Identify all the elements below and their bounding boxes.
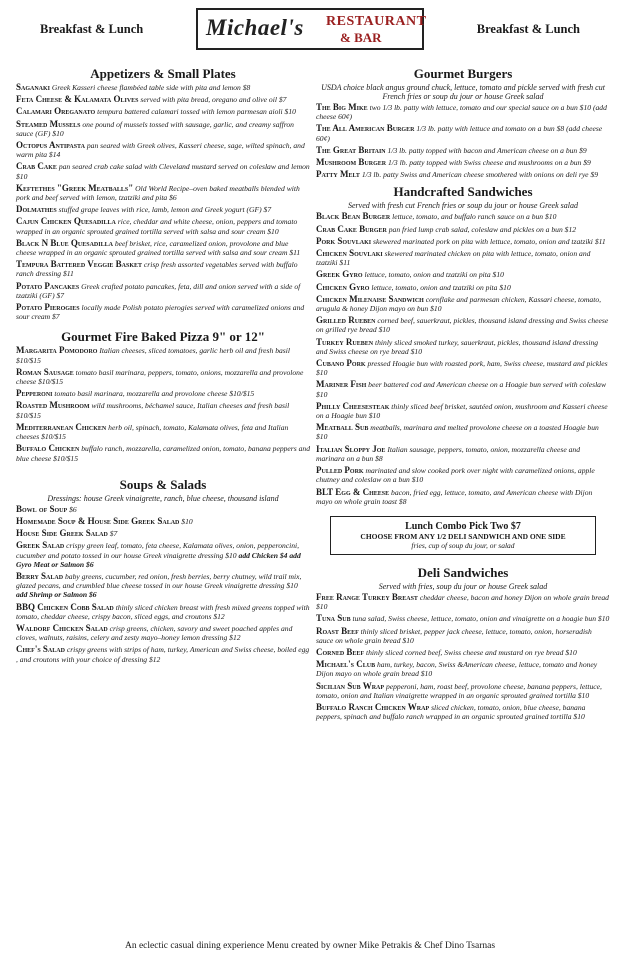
menu-item-name: Grilled Rueben [316,315,376,326]
menu-item-description: Italian cheeses, sliced tomatoes, garlic herb oil and fresh basil $10/$15 [16,346,290,365]
menu-item [316,627,610,645]
menu-item-name: Turkey Rueben [316,336,374,347]
menu-item-description: crispy greens with strips of ham, turkey, American and Swiss cheese, boiled egg , and croutons with your choice of dressing $12 [16,645,310,664]
menu-item-name: Greek Salad [16,540,65,551]
menu-item-description: $10 [181,516,193,526]
menu-item-description: beer battered cod and American cheese on a Hoagie bun served with coleslaw $10 [316,380,607,399]
menu-item-description: beef brisket, rice, caramelized onion, provolone and blue cheese wrapped in an organic sprouted grained tortilla served with salsa and sour cream $11 [16,238,301,258]
section-subtitle: Served with fries, soup du jour or house Greek salad [378,581,548,591]
menu-item-description: crisp fresh assorted vegetables served with buffalo ranch dressing $11 [16,260,298,279]
menu-item-name: The Big Mike [316,102,368,112]
logo-restaurant: RESTAURANT [326,14,427,29]
menu-item [316,270,610,279]
menu-item-name: Cajun Chicken Quesadilla [16,216,116,227]
menu-item-name: Dolmathes [16,204,57,215]
lunch-combo-box [330,516,596,555]
menu-item-name: Pulled Pork [316,465,364,476]
menu-item [316,249,610,267]
menu-item-description: tempura battered calamari tossed with lemon parmesan aioli $10 [97,107,296,117]
menu-item-description: stuffed grape leaves with rice, lamb, lemon and Greek yogurt (GF) $7 [58,205,272,215]
menu-item-name: Potato Pancakes [16,280,80,291]
menu-item-description: two 1/3 lb. patty with lettuce, tomato and our special sauce on a bun $10 (add cheese 60¢) [316,103,607,122]
combo-title: Lunch Combo Pick Two $7 [405,520,521,532]
menu-item [16,141,310,159]
menu-item [16,107,310,116]
menu-item [316,316,610,334]
menu-item-name: Greek Gyro [316,269,363,280]
menu-item [316,445,610,463]
menu-item-description: 1/3 lb. patty with lettuce and tomato on a bun $8 (add cheese 60¢) [316,124,603,143]
menu-item [316,237,610,246]
logo-bar: & BAR [340,30,382,45]
menu-item-name: Roasted Mushroom [16,400,90,411]
menu-item-name: Philly Cheesesteak [316,400,390,411]
menu-item-description: served with pita bread, oregano and olive oil $7 [140,95,287,105]
section-title: Appetizers & Small Plates [90,66,236,81]
appetizers-section [16,66,310,321]
restaurant-logo [196,8,427,50]
menu-item-description: crisp greens, chicken, savory and sweet poached apples and cloves, walnuts, raisins, celery and zesty mayo–honey lemon dressing $12 [16,623,293,643]
menu-item [16,572,310,600]
menu-item-description: thinly sliced beef brisket, sautéed onion, mushroom and Kasseri cheese on a Hoagie bun $10 [316,401,608,421]
menu-item [316,359,610,377]
menu-item-addon: add Chicken $4 add Gyro Meat or Salmon $6 [16,550,301,569]
menu-item-description: pan seared crab cake salad with Cleveland mustard served on coleslaw and lemon $10 [16,162,310,181]
menu-item-name: Pepperoni [16,388,53,399]
menu-item-description: tuna salad, Swiss cheese, lettuce, tomato, onion and vinaigrette on a hoagie bun $10 [352,614,610,624]
menu-item-description: bacon, fried egg, lettuce, tomato, and American cheese with Dijon mayo on whole grain toast $8 [316,487,593,506]
menu-item [316,593,610,611]
menu-item-description: thinly sliced chicken breast with fresh mixed greens topped with tomato, cheddar cheese, crispy bacon, sliced eggs, and croutons $12 [16,602,310,621]
section-title: Soups & Salads [119,476,207,492]
section-title: Deli Sandwiches [417,564,509,580]
menu-item-description: rice, cheddar and white cheese, onion, peppers and tomato wrapped in an organic sprouted grained tortilla served with salsa and sour cream $10 [16,217,298,236]
combo-sub: fries, cup of soup du jour, or salad [411,540,515,550]
menu-item [16,83,310,92]
menu-item-name: Chicken Souvlaki [316,248,383,259]
menu-item [316,466,610,484]
menu-item-description: marinated and slow cooked pork over night with caramelized onions, apple chutney and coleslaw on a bun $10 [316,466,595,485]
menu-item [316,283,610,292]
pizza-section [16,329,310,462]
menu-list [316,593,610,721]
menu-item [316,212,610,221]
menu-item-name: The Great Britain [316,144,386,155]
menu-item [16,184,310,202]
menu-item [316,703,610,721]
menu-item-description: meatballs, marinara and melted provolone cheese on a toasted Hoagie bun $10 [316,423,599,442]
menu-item-description: pressed Hoagie bun with roasted pork, ham, Swiss cheese, mustard and pickles $10 [316,359,608,378]
menu-item-name: BLT Egg & Cheese [316,486,390,497]
menu-item [316,158,610,167]
menu-item-name: Homemade Soup & House Side Greek Salad [16,515,180,526]
menu-item-name: Tempura Battered Veggie Basket [16,259,142,270]
menu-item-description: thinly sliced corned beef, Swiss cheese and mustard on rye bread $10 [366,647,577,657]
section-title: Handcrafted Sandwiches [393,184,533,200]
burgers-section [316,66,610,179]
header-right-label: Breakfast & Lunch [476,22,580,36]
menu-item [316,225,610,234]
menu-item [16,205,310,214]
menu-item [316,124,610,142]
menu-item [16,120,310,138]
menu-item-name: Patty Melt [316,169,360,180]
menu-item [316,488,610,506]
menu-item-description: lettuce, tomato, and buffalo ranch sauce on a bun $10 [392,212,557,222]
menu-item-description: buffalo ranch, mozzarella, caramelized onion, tomato, banana peppers and blue cheese $10/$15 [16,444,311,463]
menu-item [16,603,310,621]
menu-item [16,282,310,300]
soups-section [16,477,310,664]
menu-item [16,368,310,386]
menu-item-name: Corned Beef [316,646,365,657]
menu-item [16,401,310,419]
menu-item [16,239,310,257]
menu-item-name: Bowl of Soup [16,503,68,514]
menu-item-description: skewered marinated chicken on pita with lettuce, tomato, onion and tzatziki $11 [316,249,591,268]
menu-item-description: 1/3 lb. patty Swiss and American cheese smothered with onions on deli rye $9 [361,170,599,180]
menu-list [316,103,610,179]
menu-item-name: Calamari Oreganato [16,106,96,117]
sandwiches-section [316,184,610,505]
section-title: Gourmet Fire Baked Pizza 9" or 12" [61,329,265,345]
menu-item-description: locally made Polish potato pierogies served with caramelized onions and sour cream $7 [16,303,305,322]
menu-item-description: sliced chicken, tomato, onion, blue cheese, banana peppers, spinach and buffalo ranch wrapped in an organic sprouted grained tortilla $10 [316,702,586,722]
menu-item-name: Sicilian Sub Wrap [316,680,385,691]
menu-item-description: corned beef, sauerkraut, pickles, thousand island dressing and Swiss cheese on grilled rye bread $10 [316,316,609,335]
menu-item [16,260,310,278]
menu-item-description: lettuce, tomato, onion and tzatziki on pita $10 [364,270,504,280]
menu-item-name: Keftethes "Greek Meatballs" [16,182,134,193]
menu-item-description: Italian sausage, peppers, tomato, onion, mozzarella cheese and marinara on a bun $8 [316,444,581,463]
menu-item-name: Michael's Club [316,659,376,670]
menu-item-name: Crab Cake Burger [316,223,387,234]
menu-item-description: pepperoni, ham, roast beef, provolone cheese, banana peppers, lettuce, tomato, onion and Italian vinaigrette wrapped in an organic sprouted grained tortilla $10 [316,681,602,700]
menu-item-name: Roast Beef [316,625,359,636]
menu-item-name: The All American Burger [316,123,415,134]
menu-item [16,95,310,104]
menu-item [16,217,310,235]
menu-item-name: Black Bean Burger [316,211,391,222]
menu-item-description: lettuce, tomato, onion and tzatziki on pita $10 [371,282,511,292]
menu-item-name: BBQ Chicken Cobb Salad [16,601,114,612]
menu-item-description: cheddar cheese, bacon and honey Dijon on whole grain bread $10 [316,592,609,612]
menu-item-name: Meatball Sub [316,422,369,433]
menu-item [316,103,610,121]
menu-list [16,83,310,321]
menu-item-name: Crab Cake [16,161,57,172]
menu-item-description: $6 [69,504,77,514]
section-subtitle: Served with fresh cut French fries or soup du jour or house Greek salad [348,201,578,211]
menu-item-name: Mariner Fish [316,379,367,390]
menu-item [316,170,610,179]
menu-item-description: pan fried lump crab salad, coleslaw and pickles on a bun $12 [388,224,577,234]
menu-item [16,423,310,441]
menu-item-name: Pork Souvlaki [316,235,372,246]
menu-item-name: Cubano Pork [316,358,366,369]
menu-item [16,505,310,514]
menu-item [16,444,310,462]
menu-item-name: Chicken Milenaise Sandwich [316,293,424,304]
menu-list [16,346,310,462]
menu-item [16,162,310,180]
menu-item-description: ham, turkey, bacon, Swiss &American cheese, lettuce, tomato and honey Dijon mayo on whole grain bread $10 [316,660,598,679]
menu-item-name: Steamed Mussels [16,118,81,129]
left-column [16,66,310,667]
right-column [316,66,610,724]
section-subtitle: Dressings: house Greek vinaigrette, ranch, blue cheese, thousand island [47,493,279,503]
menu-item [16,624,310,642]
menu-item-description: Greek crafted potato pancakes, feta, dill and onion served with a side of tzatziki (GF) $7 [16,281,301,300]
menu-item-description: baby greens, cucumber, red onion, fresh berries, berry chutney, wild trail mix, glazed pecans, and crumbled blue cheese tossed in our house Greek vinaigrette dressing $10 [16,571,302,591]
menu-item-description: one pound of mussels tossed with sausage, garlic, and creamy saffron sauce (GF) $10 [16,119,294,138]
menu-item-name: Berry Salad [16,570,64,581]
menu-list [316,212,610,505]
logo-script: Michael's [206,15,304,40]
combo-line: CHOOSE FROM ANY 1/2 DELI SANDWICH AND ONE SIDE [360,531,566,541]
menu-item [16,346,310,364]
header-left-label: Breakfast & Lunch [40,22,144,36]
menu-item [16,517,310,526]
menu-item-description: skewered marinated pork on pita with lettuce, tomato, onion and tzatziki $11 [373,236,606,246]
menu-item-name: Buffalo Chicken [16,443,80,454]
menu-item-description: tomato basil marinara, peppers, tomato, onions, mozzarella and provolone cheese $10/$15 [16,367,304,387]
menu-item-description: cornflake and parmesan chicken, Kassari cheese, tomato, arugula & honey Dijon mayo on bun $10 [316,294,602,314]
menu-item-name: Mushroom Burger [316,157,387,168]
menu-item-description: herb oil, spinach, tomato, Kalamata olives, feta and Italian cheeses $10/$15 [16,422,289,442]
section-title: Gourmet Burgers [413,66,513,81]
menu-item [316,423,610,441]
menu-item-description: thinly sliced brisket, pepper jack cheese, lettuce, tomato, onion, horseradish sauce on whole grain bread $10 [316,626,592,645]
menu-item [16,529,310,538]
menu-item-name: Black N Blue Quesadilla [16,237,113,248]
menu-item-name: Octopus Antipasta [16,140,85,151]
menu-item-description: pan seared with Greek olives, Kasseri cheese, sage, wilted spinach, and warm pita $14 [16,141,305,160]
menu-item [316,380,610,398]
menu-item-name: Feta Cheese & Kalamata Olives [16,94,139,105]
menu-item [316,338,610,356]
menu-header [0,0,620,58]
menu-item-description: wild mushrooms, béchamel sauce, Italian cheeses and fresh basil $10/$15 [16,401,290,420]
menu-item [316,648,610,657]
menu-item [316,295,610,313]
menu-item-description: crispy green leaf, tomato, feta cheese, Kalamata olives, onion, pepperoncini, cucumber and potato tossed in our house Greek vinaigrette dressing $10 [16,541,300,560]
menu-item-name: Margarita Pomodoro [16,345,98,356]
menu-item [16,303,310,321]
menu-item-name: Tuna Sub [316,613,351,624]
menu-item-description: 1/3 lb. patty topped with bacon and American cheese on a bun $9 [387,145,587,155]
menu-item [316,146,610,155]
menu-item-name: Buffalo Ranch Chicken Wrap [316,701,430,712]
menu-item-description: $7 [109,529,118,539]
menu-item-name: Saganaki [16,82,51,92]
menu-item-description: thinly sliced smoked turkey, sauerkraut, pickles, thousand island dressing and Swiss cheese on rye bread $10 [316,337,599,356]
menu-item [316,402,610,420]
menu-item [16,541,310,569]
menu-item-name: Free Range Turkey Breast [316,591,418,602]
menu-item-name: Chicken Gyro [316,281,370,292]
menu-item-name: House Side Greek Salad [16,528,108,539]
menu-item-name: Chef's Salad [16,644,65,655]
menu-item-name: Mediterranean Chicken [16,421,107,432]
menu-item-name: Waldorf Chicken Salad [16,622,108,633]
menu-item-addon: add Shrimp or Salmon $6 [16,590,97,600]
menu-item [316,682,610,700]
menu-item-description: 1/3 lb. patty topped with Swiss cheese and mushrooms on a bun $9 [388,158,591,168]
menu-item [316,614,610,623]
menu-item-description: Greek Kasseri cheese flambéed table side with pita and lemon $8 [51,83,251,92]
menu-item [16,645,310,663]
menu-item-name: Italian Sloppy Joe [316,443,386,454]
menu-item-description: tomato basil marinara, mozzarella and provolone cheese $10/$15 [54,389,255,399]
menu-item-name: Potato Pierogies [16,302,80,313]
section-subtitle: USDA choice black angus ground chuck, lettuce, tomato and pickle served with fresh cut French fries or soup du jour or house Greek salad [321,83,605,101]
menu-item [16,389,310,398]
deli-section [316,565,610,721]
menu-item [316,660,610,678]
menu-footer: An eclectic casual dining experience Menu created by owner Mike Petrakis & Chef Dino Tsarnas [124,941,496,951]
menu-list [16,505,310,664]
menu-item-name: Roman Sausage [16,366,74,377]
menu-item-description: Old World Recipe–oven baked meatballs blended with pork and beef served with lemon, tzatziki and pita $6 [16,183,300,203]
